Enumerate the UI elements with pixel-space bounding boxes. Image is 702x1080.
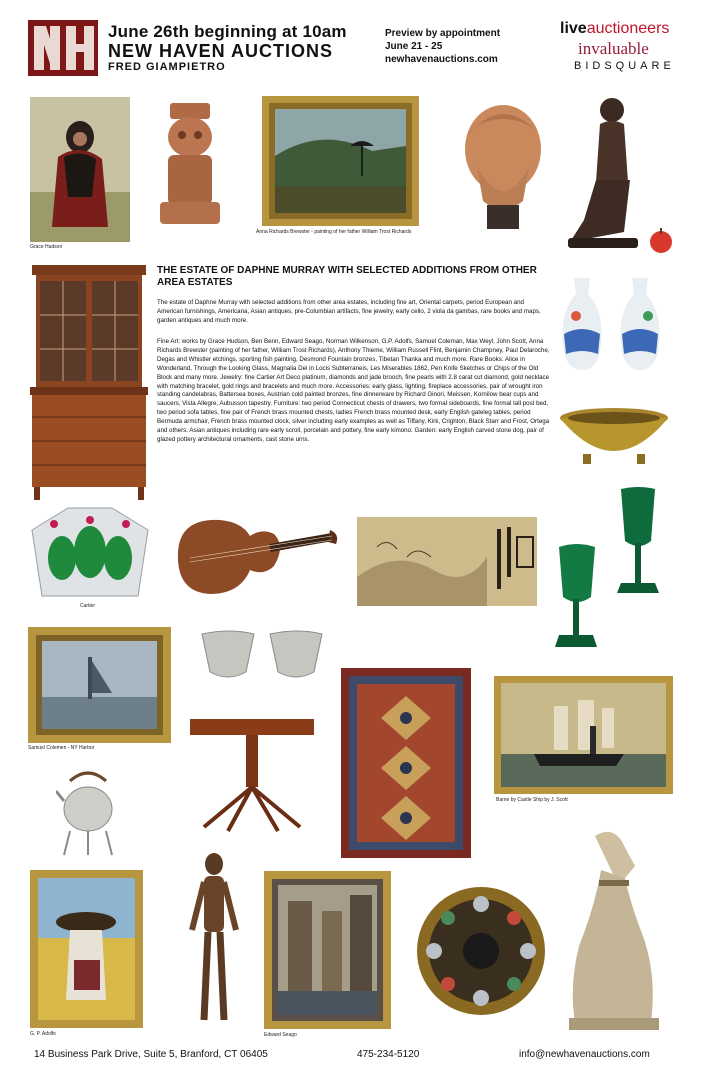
caption-cartier: Cartier — [80, 603, 96, 609]
scott-ship-painting — [494, 676, 673, 794]
oriental-rug — [341, 668, 471, 858]
seago-painting — [264, 871, 391, 1029]
pre-columbian-figure — [150, 97, 230, 229]
auction-date: June 26th beginning at 10am — [108, 22, 347, 41]
brewster-painting — [262, 96, 419, 226]
wooden-artist-mannequin — [178, 850, 250, 1030]
cartier-jade-brooch — [28, 500, 152, 600]
secretary-bookcase — [28, 265, 150, 501]
silver-bowls-pair — [198, 628, 326, 682]
preview-label: Preview by appointment — [385, 28, 501, 39]
estate-title: THE ESTATE OF DAPHNE MURRAY WITH SELECTED ADDITIONS FROM OTHER AREA ESTATES — [157, 265, 537, 288]
porcelain-vases-pair — [556, 274, 670, 376]
invaluable-logo[interactable]: invaluable — [578, 39, 649, 58]
green-glass-goblets — [555, 485, 673, 655]
bronze-figure — [560, 92, 678, 255]
mahogany-card-table — [190, 715, 314, 835]
viola-da-gamba — [170, 512, 342, 600]
auction-house-name: NEW HAVEN AUCTIONS — [108, 41, 333, 61]
stone-dog-statue — [555, 826, 675, 1036]
footer-phone[interactable]: 475-234-5120 — [357, 1049, 420, 1060]
marble-head — [457, 97, 549, 232]
caption-seago: Edward Seago — [264, 1032, 297, 1038]
bidsquare-logo[interactable]: BIDSQUARE — [574, 60, 675, 72]
caption-grace-hudson: Grace Hudson — [30, 244, 63, 250]
nh-monogram-icon — [28, 20, 98, 76]
preview-dates: June 21 - 25 — [385, 41, 443, 52]
caption-scott: Barne by Castle Ship by J. Scott — [496, 797, 568, 803]
adolfs-painting — [30, 870, 143, 1028]
estate-intro: The estate of Daphne Murray with selected additions from other area estates, including fine art, Oriental carpets, period European and American furnishings, Americana, Asian antiques, pre-Columbian artifacts, fine jewelry, early cello, 2 viola da gambas, rare books and maps, garden antiques and much more. — [157, 299, 541, 324]
silver-kettle-on-stand — [56, 765, 120, 857]
website-link[interactable]: newhavenauctions.com — [385, 54, 498, 65]
grace-hudson-painting — [30, 97, 130, 242]
caption-adolfs: G. P. Adolfs — [30, 1031, 56, 1037]
coleman-harbor-painting — [28, 627, 171, 743]
caption-brewster: Anna Richards Brewster - painting of her father William Trost Richards — [256, 229, 412, 235]
liveauctioneers-logo[interactable]: liveauctioneers — [560, 20, 670, 37]
owner-name: FRED GIAMPIETRO — [108, 61, 226, 73]
footer-email[interactable]: info@newhavenauctions.com — [519, 1049, 650, 1060]
caption-coleman: Samuel Colemen - NY Harbor — [28, 745, 95, 751]
asian-scroll-painting — [357, 517, 537, 606]
pietra-dura-plate — [413, 882, 549, 1020]
estate-details: Fine Art: works by Grace Hudson, Ben Benn, Edward Seago, Norman Wilkenson, G.P. Adolfs, Samuel Coleman, Max Weyl, John Scott, Anna Richards Brewster (painting of her father, William Trost Richards), Anthony Thieme, William Russell Flint, Benjamin Champney, Paul Delaroche, Degas and Whistler etchings, sporting fish painting, Desmond Fountain bronzes, Tibetan Thanka and much more. Rare Books: Alice in Wonderland, Through the Looking Glass, Magnalia Dei in Locis Subterraneis, Les Miserables 1862, Pen Knife Sketches or Chips of the Old Block and many more. Jewelry: fine Cartier Art Deco platinum, diamonds and jade brooch, fine pearls with 2.8 carat cut diamond, gold necklace with matching bracelet, gold rings and bracelets and much more. Accessories: early glass, lighting, fireplace accessories, pair of wrought iron standing candelabras, Battersea boxes, Austrian cold painted bronzes, fine dinnerware by Richard Ginori, Meissen, Kornilow bear cups and saucers, Vista Allegre, Aubusson tapestry. Furniture: two period Connecticut chests of drawers, two formal sideboards, fine formal tall post bed, two period sofa tables, fine pair of French brass mounted chests, ladies French brass mounted desk, early English gateleg tables, period Bermuda armchair, French brass mounted clock, silver including early examples as well as Tiffany, Kirk, Crighton, Black Starr and Frost, Ortega and others. Asian antiques including rare early scroll, porcelain and pottery, fine early kimono. Garden: early English carved stone dog, pair of glazed pottery architectural ornaments, cast stone urns. — [157, 338, 550, 443]
bronze-censer-bowl — [555, 404, 673, 468]
footer-address: 14 Business Park Drive, Suite 5, Branford, CT 06405 — [34, 1049, 268, 1060]
nh-logo — [28, 20, 98, 76]
